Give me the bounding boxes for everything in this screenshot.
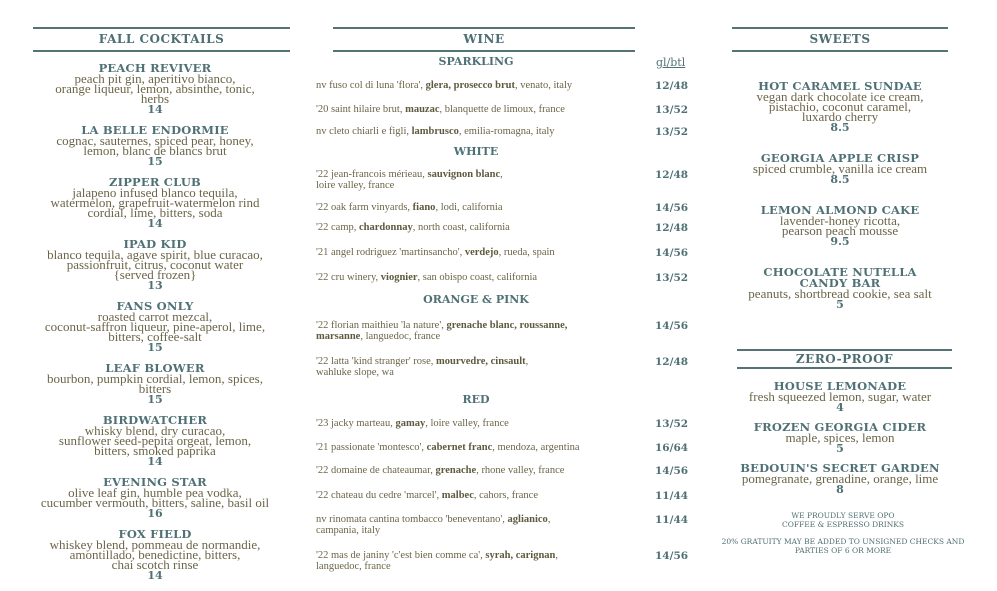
wine-grape: verdejo [464,247,499,258]
wine-price: 11/44 [655,490,689,502]
wine-grape: grenache blanc, roussanne, marsanne [316,320,568,342]
divider [33,27,290,29]
item-description: jalapeno infused blanco tequila, watermelon, grapefruit-watermelon rind cordial, lime, bitters, soda [50,185,260,220]
wine-price: 13/52 [655,272,689,284]
item-name: ZIPPER CLUB [109,175,201,189]
wine-detail: , wahluke slope, wa [316,356,529,378]
wine-detail: '22 domaine de chateaumar, [316,465,436,476]
item-name: LEAF BLOWER [105,361,205,375]
item-name: EVENING STAR [103,475,207,489]
wine-row [316,550,636,572]
wine-detail: '22 mas de janiny 'c'est bien comme ca', [316,550,486,561]
section-title-zero-proof: ZERO-PROOF [795,352,894,366]
item-description: spiced crumble, vanilla ice cream [752,161,928,176]
section-title-cocktails: FALL COCKTAILS [98,32,225,46]
wine-detail: , rhone valley, france [476,465,565,476]
item-price: 5 [836,442,844,455]
item-description: olive leaf gin, humble pea vodka, cucumber vermouth, bitters, saline, basil oil [40,485,270,510]
wine-row [316,126,636,137]
wine-row [316,222,636,233]
wine-detail: '20 saint hilaire brut, [316,104,406,115]
wine-grape: gamay [395,418,426,429]
wine-detail: , loire valley, france [425,418,509,429]
wine-detail: nv rinomata cantina tombacco 'beneventano', [316,514,508,525]
item-description: peach pit gin, aperitivo bianco, orange liqueur, lemon, absinthe, tonic, herbs [55,71,255,106]
wine-grape: chardonnay [359,222,413,233]
item-name: BIRDWATCHER [102,413,208,427]
item-description: whiskey blend, pommeau de normandie, amontillado, benedictine, bitters, chai scotch rinse [49,537,261,572]
wine-grape: mourvedre, cinsault [435,356,526,367]
item-name: HOUSE LEMONADE [773,379,907,393]
wine-price: 14/56 [655,320,689,332]
item-price: 16 [147,507,163,520]
menu-item [10,363,300,405]
wine-price: 16/64 [655,442,689,454]
wine-detail: , venato, italy [514,80,573,91]
wine-row [316,514,636,536]
menu-item [10,477,300,519]
divider [33,50,290,52]
menu-item [10,125,300,167]
price-header: gl/btl [656,56,686,69]
wine-price: 12/48 [655,169,689,181]
wine-detail: , emilia-romagna, italy [458,126,555,137]
divider [732,50,948,52]
wine-detail: '22 camp, [316,222,360,233]
wine-price: 12/48 [655,222,689,234]
item-price: 4 [836,401,844,414]
menu-item [715,267,965,310]
wine-detail: '22 cru winery, [316,272,381,283]
menu-item [715,422,965,454]
item-price: 15 [147,393,163,406]
item-description: whisky blend, dry curacao, sunflower seed-pepita orgeat, lemon, bitters, smoked paprika [58,423,252,458]
wine-row [316,356,636,378]
wine-row [316,169,636,191]
item-price: 14 [147,217,163,230]
wine-row [316,80,636,91]
wine-row [316,465,636,476]
item-description: roasted carrot mezcal, coconut-saffron liqueur, pine-aperol, lime, bitters, coffee-salt [44,309,266,344]
item-name: PEACH REVIVER [98,61,212,75]
wine-grape: lambrusco [411,126,459,137]
wine-row [316,320,636,342]
item-name: FROZEN GEORGIA CIDER [753,420,927,434]
wine-detail: '21 passionate 'montesco', [316,442,427,453]
wine-detail: nv fuso col di luna 'flora', [316,80,426,91]
wine-price: 13/52 [655,104,689,116]
wine-detail: '22 florian maithieu 'la nature', [316,320,447,331]
item-description: fresh squeezed lemon, sugar, water [748,389,932,404]
wine-grape: cabernet franc [426,442,493,453]
item-name: FOX FIELD [118,527,192,541]
wine-detail: , blanquette de limoux, france [439,104,565,115]
wine-price: 13/52 [655,126,689,138]
item-price: 14 [147,103,163,116]
wine-grape: fiano [412,202,436,213]
item-name: CHOCOLATE NUTELLA CANDY BAR [763,265,917,290]
wine-detail: nv cleto chiarli e figli, [316,126,412,137]
item-name: IPAD KID [123,237,187,251]
wine-subsection-title: RED [462,393,490,406]
wine-detail: , lodi, california [435,202,503,213]
item-price: 14 [147,455,163,468]
wine-grape: mauzac [405,104,440,115]
menu-item [715,381,965,413]
wine-detail: '22 latta 'kind stranger' rose, [316,356,436,367]
menu-item [10,239,300,291]
divider [333,27,635,29]
wine-price: 14/56 [655,247,689,259]
menu-item [715,81,965,133]
item-description: blanco tequila, agave spirit, blue curacao, passionfruit, citrus, coconut water {served frozen} [47,247,263,282]
wine-subsection-title: ORANGE & PINK [423,293,529,306]
wine-grape: malbec [441,490,474,501]
item-name: LEMON ALMOND CAKE [760,203,920,217]
wine-detail: , languedoc, france [316,550,559,572]
wine-price: 11/44 [655,514,689,526]
wine-detail: '23 jacky marteau, [316,418,396,429]
divider [732,27,948,29]
item-price: 13 [147,279,163,292]
wine-subsection-title: WHITE [453,145,499,158]
wine-price: 12/48 [655,80,689,92]
wine-grape: sauvignon blanc [427,169,501,180]
menu-item [10,63,300,115]
section-title-wine: WINE [463,32,505,46]
item-description: lavender-honey ricotta, pearson peach mousse [779,213,901,238]
menu-item [715,153,965,185]
wine-price: 12/48 [655,356,689,368]
wine-grape: aglianico [507,514,548,525]
wine-detail: , mendoza, argentina [492,442,580,453]
wine-row [316,490,636,501]
wine-detail: '22 jean-francois mérieau, [316,169,428,180]
menu-item [715,205,965,247]
zero-proof-list [715,381,965,504]
section-title-sweets: SWEETS [809,32,871,46]
wine-detail: '21 angel rodriguez 'martinsancho', [316,247,465,258]
item-price: 5 [836,298,844,311]
item-description: vegan dark chocolate ice cream, pistachio, coconut caramel, luxardo cherry [756,89,924,124]
wine-row [316,418,636,429]
wine-detail: , languedoc, france [360,331,441,342]
item-price: 15 [147,155,163,168]
menu-item [10,177,300,229]
menu-item [10,415,300,467]
wine-detail: , campania, italy [316,514,551,536]
wine-row [316,247,636,258]
item-description: cognac, sauternes, spiced pear, honey, lemon, blanc de blancs brut [56,133,254,158]
item-price: 14 [147,569,163,582]
wine-detail: '22 chateau du cedre 'marcel', [316,490,442,501]
item-price: 8.5 [830,173,850,186]
item-name: FANS ONLY [116,299,194,313]
item-description: pomegranate, grenadine, orange, lime [741,471,939,486]
wine-detail: '22 oak farm vinyards, [316,202,413,213]
menu-item [10,301,300,353]
item-description: bourbon, pumpkin cordial, lemon, spices, bitters [47,371,263,396]
item-name: HOT CARAMEL SUNDAE [758,79,922,93]
divider [737,349,952,351]
cocktail-list [10,63,300,591]
wine-row [316,442,636,453]
sweets-list [715,81,965,330]
item-name: LA BELLE ENDORMIE [81,123,229,137]
gratuity-note: 20% GRATUITY MAY BE ADDED TO UNSIGNED CHECKS AND PARTIES OF 6 OR MORE [721,537,965,555]
item-price: 9.5 [830,235,850,248]
menu-item [715,463,965,495]
wine-detail: , rueda, spain [498,247,555,258]
item-description: maple, spices, lemon [785,430,895,445]
wine-detail: , loire valley, france [316,169,503,191]
wine-price: 14/56 [655,465,689,477]
wine-detail: , north coast, california [412,222,510,233]
item-name: GEORGIA APPLE CRISP [760,151,920,165]
menu-item [10,529,300,581]
wine-subsection-title: SPARKLING [438,55,514,68]
item-price: 15 [147,341,163,354]
wine-row [316,104,636,115]
item-name: BEDOUIN'S SECRET GARDEN [740,461,940,475]
item-description: peanuts, shortbread cookie, sea salt [748,286,932,301]
wine-grape: grenache [435,465,477,476]
divider [333,50,635,52]
wine-detail: , cahors, france [473,490,538,501]
wine-row [316,202,636,213]
wine-grape: glera, prosecco brut [425,80,515,91]
coffee-note: WE PROUDLY SERVE OPO COFFEE & ESPRESSO DRINKS [781,511,905,529]
wine-price: 14/56 [655,550,689,562]
wine-grape: syrah, carignan [485,550,556,561]
wine-price: 14/56 [655,202,689,214]
wine-detail: , san obispo coast, california [417,272,538,283]
item-price: 8.5 [830,121,850,134]
divider [737,367,952,369]
wine-price: 13/52 [655,418,689,430]
wine-row [316,272,636,283]
item-price: 8 [836,483,844,496]
wine-grape: viognier [380,272,418,283]
